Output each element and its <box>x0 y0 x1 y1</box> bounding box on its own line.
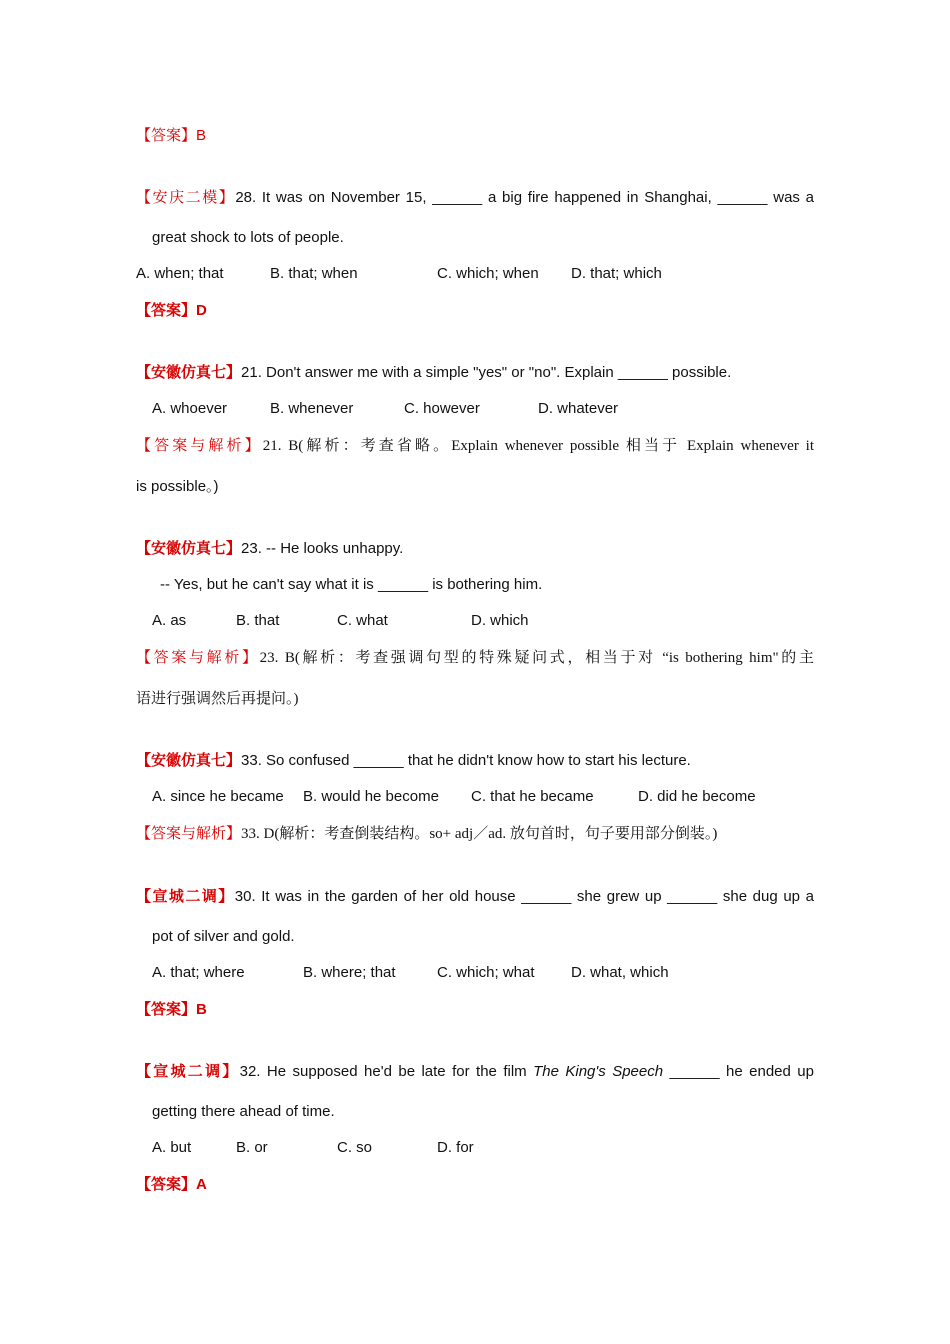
option-c: C. however <box>404 400 480 417</box>
answer-line <box>136 1175 207 1195</box>
option-c: C. that he became <box>471 788 594 805</box>
answer-line <box>136 301 207 321</box>
analysis-label: 【答案与解析】 <box>136 437 263 454</box>
answer-label: 【答案】 <box>136 1176 197 1193</box>
film-title: The King's Speech <box>533 1063 664 1080</box>
option-a: A. but <box>152 1139 192 1156</box>
option-a: A. that; where <box>152 964 245 981</box>
question-line <box>136 539 403 559</box>
question-text: 21. Don't answer me with a simple "yes" or "no". Explain ______ possible. <box>241 364 732 381</box>
option-a: A. since he became <box>152 788 284 805</box>
question-source: 【宣城二调】 <box>136 888 235 905</box>
option-b: B. whenever <box>270 400 354 417</box>
question-text: 32. He supposed he'd be late for the film <box>239 1063 534 1080</box>
analysis-text: 33. D(解析：考查倒装结构。so+ adj／ad. 放句首时，句子要用部分倒装。) <box>241 826 718 842</box>
question-text: 28. It was on November 15, ______ a big fire happened in Shanghai, ______ was a <box>235 189 814 206</box>
option-d: D. what, which <box>571 964 669 981</box>
question-line <box>136 363 731 383</box>
answer-value: D <box>196 302 207 319</box>
option-a: A. whoever <box>152 400 228 417</box>
question-source: 【安徽仿真七】 <box>136 752 242 769</box>
question-line <box>136 1062 814 1082</box>
question-text: 33. So confused ______ that he didn't know how to start his lecture. <box>241 752 691 769</box>
question-source: 【安徽仿真七】 <box>136 540 242 557</box>
option-b: B. that; when <box>270 265 358 282</box>
analysis-text: 23. B(解析：考查强调句型的特殊疑问式，相当于对 “is bothering him"的主 <box>259 650 814 666</box>
option-a: A. as <box>152 612 187 629</box>
option-d: D. that; which <box>571 265 662 282</box>
option-c: C. which; when <box>437 265 539 282</box>
analysis-label: 【答案与解析】 <box>136 825 242 842</box>
option-d: D. which <box>471 612 529 629</box>
option-b: B. where; that <box>303 964 396 981</box>
answer-line <box>136 126 206 146</box>
question-line <box>136 188 814 208</box>
option-b: B. would he become <box>303 788 439 805</box>
question-text: 23. -- He looks unhappy. <box>241 540 404 557</box>
analysis-line <box>136 824 717 844</box>
option-b: B. that <box>236 612 280 629</box>
question-line <box>136 751 691 771</box>
analysis-label: 【答案与解析】 <box>136 649 260 666</box>
question-text-end: ______ he ended up <box>663 1063 814 1080</box>
answer-value: B <box>196 127 207 144</box>
option-d: D. whatever <box>538 400 619 417</box>
question-continuation: great shock to lots of people. <box>152 229 344 246</box>
answer-label: 【答案】 <box>136 1001 197 1018</box>
option-c: C. what <box>337 612 388 629</box>
answer-value: B <box>196 1001 207 1018</box>
answer-label: 【答案】 <box>136 302 197 319</box>
analysis-line <box>136 436 814 456</box>
option-d: D. for <box>437 1139 474 1156</box>
analysis-continuation: is possible。) <box>136 478 219 495</box>
option-d: D. did he become <box>638 788 756 805</box>
question-source: 【安徽仿真七】 <box>136 364 242 381</box>
question-text: 30. It was in the garden of her old house ______ she grew up ______ she dug up a <box>234 888 814 905</box>
option-b: B. or <box>236 1139 268 1156</box>
answer-line <box>136 1000 207 1020</box>
question-continuation: -- Yes, but he can't say what it is ______ is bothering him. <box>160 576 543 593</box>
analysis-line <box>136 648 814 668</box>
question-source: 【安庆二模】 <box>136 189 236 206</box>
answer-value: A <box>196 1176 207 1193</box>
option-a: A. when; that <box>136 265 224 282</box>
option-c: C. which; what <box>437 964 535 981</box>
question-continuation: pot of silver and gold. <box>152 928 295 945</box>
answer-label: 【答案】 <box>136 127 197 144</box>
analysis-continuation: 语进行强调然后再提问。) <box>136 691 299 707</box>
question-line <box>136 887 814 907</box>
option-c: C. so <box>337 1139 373 1156</box>
question-source: 【宣城二调】 <box>136 1063 240 1080</box>
analysis-text: 21. B(解析：考查省略。Explain whenever possible 相当于 Explain whenever it <box>262 438 814 454</box>
question-continuation: getting there ahead of time. <box>152 1103 335 1120</box>
